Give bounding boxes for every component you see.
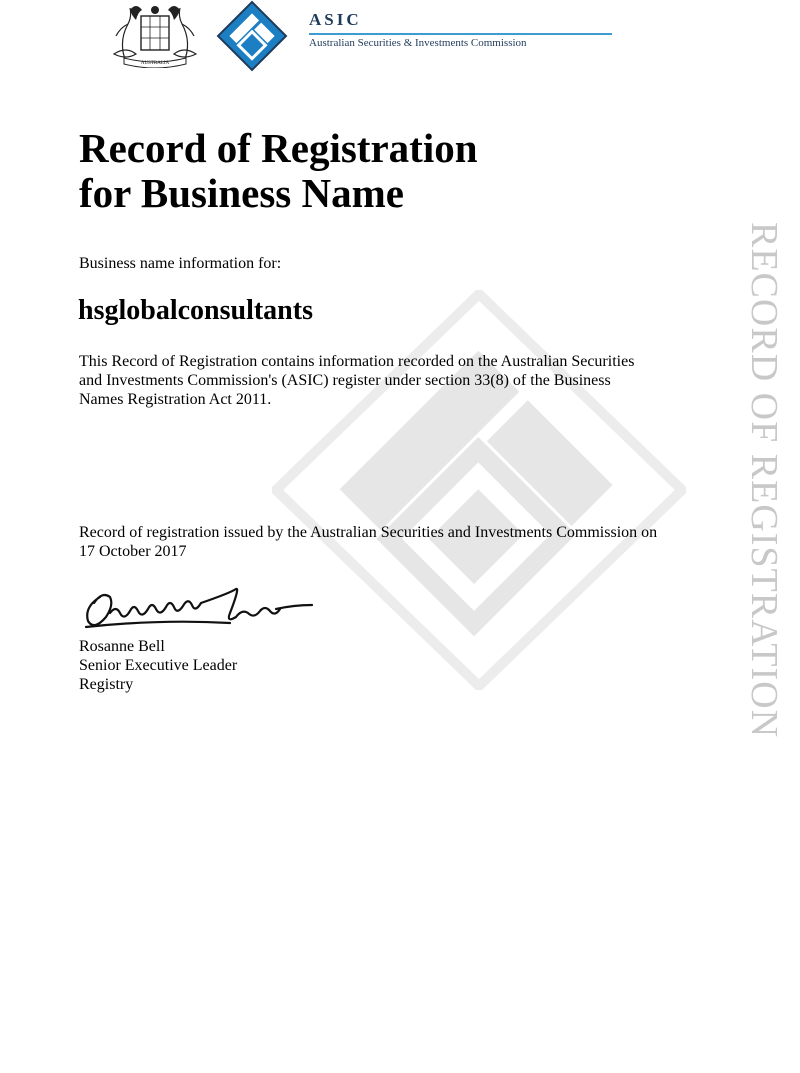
svg-text:AUSTRALIA: AUSTRALIA xyxy=(140,61,170,66)
signatory-name: Rosanne Bell xyxy=(79,638,165,655)
coat-of-arms-logo xyxy=(106,2,204,68)
signatory-department: Registry xyxy=(79,676,134,693)
asic-full-name: Australian Securities & Investments Commission xyxy=(309,37,527,49)
title-line-2: for Business Name xyxy=(79,170,404,216)
business-name-label: Business name information for: xyxy=(79,255,282,272)
signature-image xyxy=(80,583,316,635)
asic-logo-icon xyxy=(216,0,288,72)
registration-statement: This Record of Registration contains information recorded on the Australian Securities and Investments Commission's (ASIC) register under section 33(8) of the Business Names Registration Act 2011. xyxy=(79,353,635,408)
business-name: hsglobalconsultants xyxy=(78,295,313,326)
record-of-registration-watermark-text: RECORD OF REGISTRATION xyxy=(743,222,785,739)
asic-divider xyxy=(309,33,612,35)
signatory-position: Senior Executive Leader xyxy=(79,657,238,674)
watermark-diamond xyxy=(272,290,686,690)
signatory-block xyxy=(79,637,237,694)
asic-short-name: ASIC xyxy=(309,10,362,29)
issue-statement: Record of registration issued by the Australian Securities and Investments Commission on 17 October 2017 xyxy=(79,524,658,560)
title-line-1: Record of Registration xyxy=(79,125,478,171)
page-title xyxy=(79,126,478,216)
